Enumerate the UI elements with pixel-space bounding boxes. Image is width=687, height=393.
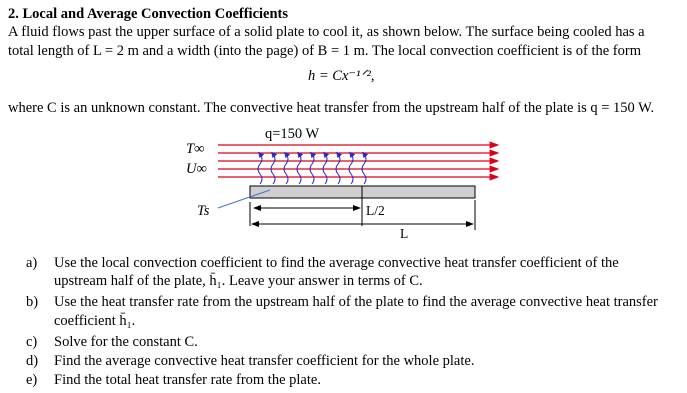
half-length-dimension xyxy=(250,202,360,226)
surface-temperature-label: Ts xyxy=(197,203,210,219)
question-a xyxy=(26,254,619,273)
question-text: Find the average convective heat transfer coefficient for the whole plate. xyxy=(54,353,475,369)
question-b-continued: coefficient h̄₁. xyxy=(54,313,136,329)
question-letter: d) xyxy=(26,353,39,369)
question-text: Find the total heat transfer rate from the plate. xyxy=(54,372,321,388)
plate-diagram xyxy=(180,122,520,242)
question-letter: c) xyxy=(26,334,38,350)
problem-text-line-2: total length of L = 2 m and a width (into the page) of B = 1 m. The local convection coefficient is of the form xyxy=(8,43,641,59)
free-stream-temperature-label: T∞ xyxy=(186,141,205,157)
question-b xyxy=(26,293,658,312)
question-a-continued: upstream half of the plate, h̄₁. Leave your answer in terms of C. xyxy=(54,273,423,289)
flow-arrows xyxy=(218,145,498,177)
question-c xyxy=(26,333,198,352)
half-length-label: L/2 xyxy=(366,203,385,218)
ts-leader-line xyxy=(218,190,270,208)
question-letter: e) xyxy=(26,372,38,388)
problem-title: 2. Local and Average Convection Coefficients xyxy=(8,6,289,22)
question-text: Use the heat transfer rate from the upstream half of the plate to find the average convective heat transfer xyxy=(54,294,658,310)
question-letter: b) xyxy=(26,294,39,310)
problem-text-line-1: A fluid flows past the upper surface of a solid plate to cool it, as shown below. The surface being cooled has a xyxy=(8,24,645,40)
free-stream-velocity-label: U∞ xyxy=(186,161,207,177)
question-letter: a) xyxy=(26,255,38,271)
length-label: L xyxy=(400,226,409,241)
heat-rate-label: q=150 W xyxy=(265,126,320,142)
full-length-dimension xyxy=(252,200,475,230)
question-d xyxy=(26,352,474,371)
local-coefficient-equation: h = Cx⁻¹ᐟ², xyxy=(308,68,375,84)
question-text: Solve for the constant C. xyxy=(54,334,198,350)
question-text: Use the local convection coefficient to find the average convective heat transfer coefficient of the xyxy=(54,255,619,271)
problem-text-line-3: where C is an unknown constant. The convective heat transfer from the upstream half of the plate is q = 150 W. xyxy=(8,100,655,116)
question-e xyxy=(26,371,321,390)
